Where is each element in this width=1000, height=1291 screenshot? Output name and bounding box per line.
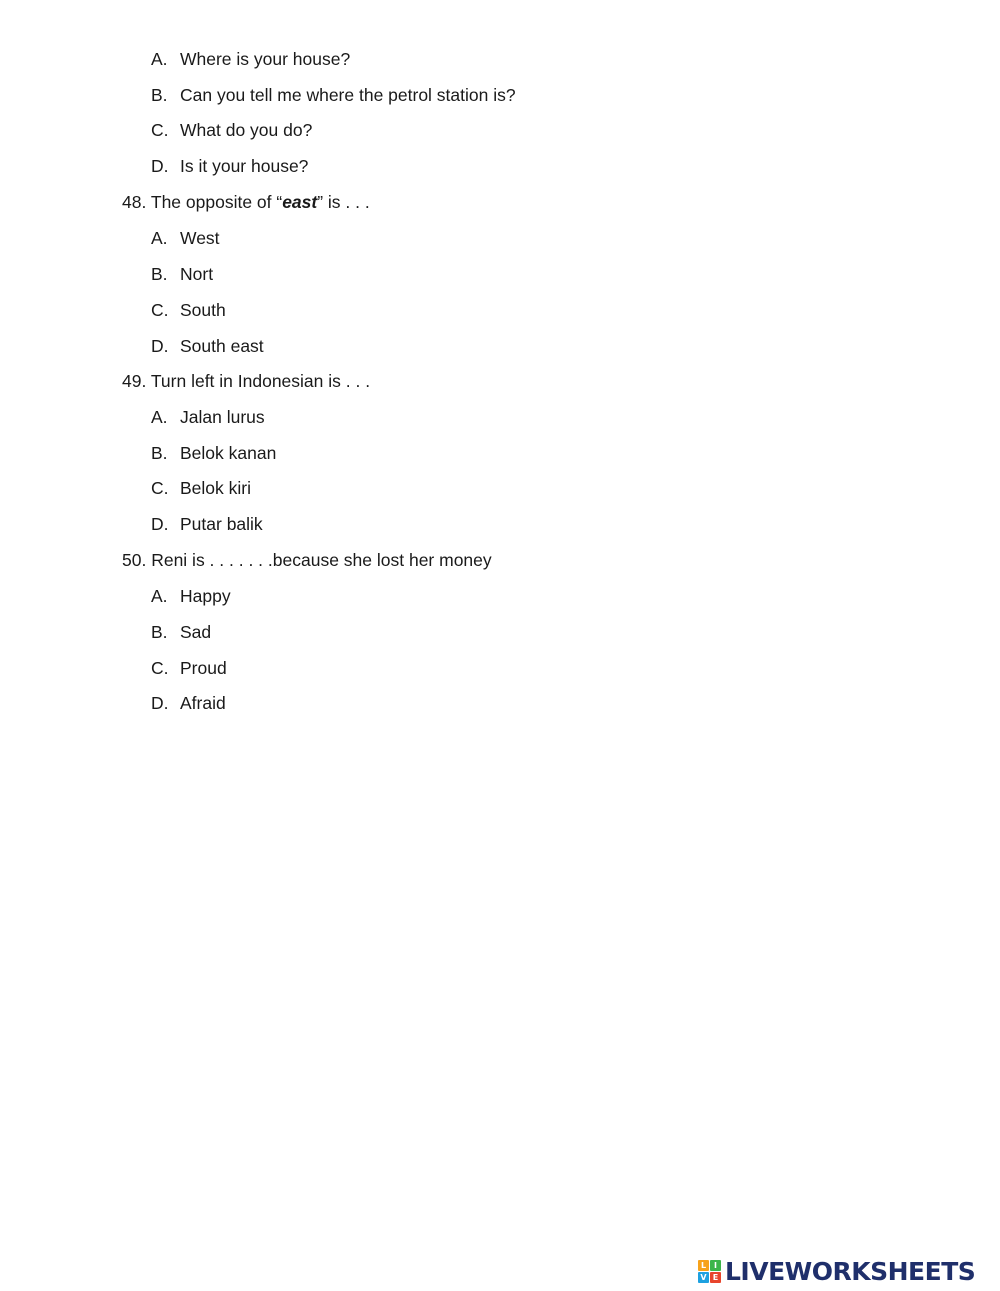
option-text: Jalan lurus <box>180 407 265 427</box>
liveworksheets-logo <box>698 1256 975 1286</box>
q49-option-b[interactable] <box>151 442 276 464</box>
q47-option-c[interactable] <box>151 119 312 141</box>
option-text: Happy <box>180 586 231 606</box>
logo-grid-icon <box>698 1260 721 1283</box>
option-letter: C. <box>151 120 169 140</box>
option-text: South east <box>180 336 264 356</box>
option-letter: C. <box>151 478 169 498</box>
question-number: 50. <box>122 550 147 570</box>
q50-option-c[interactable] <box>151 657 227 679</box>
q50-option-a[interactable] <box>151 585 231 607</box>
option-letter: D. <box>151 693 169 713</box>
option-text: West <box>180 228 220 248</box>
question-50 <box>122 549 492 571</box>
q49-option-d[interactable] <box>151 513 263 535</box>
option-letter: A. <box>151 49 168 69</box>
q49-option-a[interactable] <box>151 406 265 428</box>
option-letter: C. <box>151 300 169 320</box>
question-text-after: ” is . . . <box>317 192 370 212</box>
logo-cell-e: E <box>710 1272 721 1283</box>
question-text-before: The opposite of “ <box>150 192 283 212</box>
question-text: Reni is . . . . . . .because she lost her money <box>151 550 492 570</box>
question-48 <box>122 191 370 213</box>
q48-option-a[interactable] <box>151 227 220 249</box>
brand-name: LIVEWORKSHEETS <box>725 1256 976 1286</box>
question-49 <box>122 370 370 392</box>
option-text: Afraid <box>180 693 226 713</box>
question-number: 49. <box>122 371 147 391</box>
option-letter: B. <box>151 622 168 642</box>
option-letter: D. <box>151 156 169 176</box>
option-letter: B. <box>151 85 168 105</box>
q49-option-c[interactable] <box>151 477 251 499</box>
option-letter: D. <box>151 336 169 356</box>
option-text: Nort <box>180 264 214 284</box>
logo-cell-i: I <box>710 1260 721 1271</box>
q50-option-b[interactable] <box>151 621 211 643</box>
option-text: Putar balik <box>180 514 263 534</box>
option-text: Can you tell me where the petrol station is? <box>180 85 516 105</box>
option-letter: C. <box>151 658 169 678</box>
option-text: Is it your house? <box>180 156 309 176</box>
option-letter: A. <box>151 228 168 248</box>
q47-option-a[interactable] <box>151 48 350 70</box>
option-text: Sad <box>180 622 212 642</box>
q48-option-d[interactable] <box>151 335 264 357</box>
q50-option-d[interactable] <box>151 692 226 714</box>
option-text: Proud <box>180 658 227 678</box>
option-letter: B. <box>151 264 168 284</box>
q47-option-b[interactable] <box>151 84 516 106</box>
option-text: Belok kanan <box>180 443 277 463</box>
q48-option-b[interactable] <box>151 263 213 285</box>
question-text: Turn left in Indonesian is . . . <box>150 371 371 391</box>
question-emphasis: east <box>282 192 318 212</box>
option-text: What do you do? <box>180 120 313 140</box>
option-letter: A. <box>151 407 168 427</box>
logo-cell-v: V <box>698 1272 709 1283</box>
q48-option-c[interactable] <box>151 299 226 321</box>
option-text: Where is your house? <box>180 49 351 69</box>
option-letter: B. <box>151 443 168 463</box>
option-letter: D. <box>151 514 169 534</box>
option-letter: A. <box>151 586 168 606</box>
option-text: South <box>180 300 226 320</box>
question-number: 48. <box>122 192 147 212</box>
q47-option-d[interactable] <box>151 155 308 177</box>
option-text: Belok kiri <box>180 478 251 498</box>
logo-cell-l: L <box>698 1260 709 1271</box>
